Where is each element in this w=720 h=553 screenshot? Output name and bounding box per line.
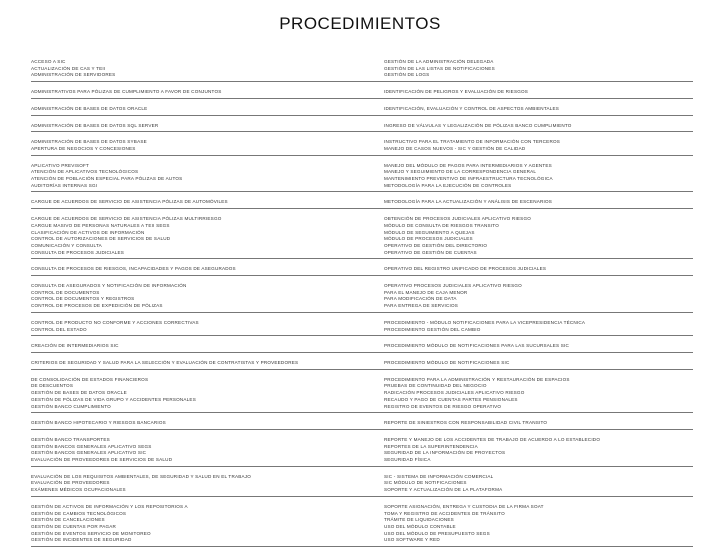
page-title: PROCEDIMIENTOS <box>279 14 441 33</box>
procedure-item: MANEJO DE CASOS NUEVOS - SIC Y GESTIÓN DE CALIDAD <box>384 145 526 151</box>
procedure-item: ADMINISTRACIÓN DE BASES DE DATOS SQL SERVER <box>31 122 159 128</box>
procedure-item: GESTIÓN DE PÓLIZAS DE VIDA GRUPO Y ACCIDENTES PERSONALES <box>31 396 196 402</box>
procedure-column-right <box>362 504 693 544</box>
procedure-item: GESTIÓN DE LOGS <box>384 72 430 78</box>
procedure-item: MANTENIMIENTO PREVENTIVO DE INFRAESTRUCTURA TECNOLÓGICA <box>384 176 553 182</box>
procedure-row <box>31 58 693 82</box>
procedure-item: SEGURIDAD FÍSICA <box>384 457 431 463</box>
procedure-item: EVALUACIÓN DE LOS REQUISITOS AMBIENTALES, DE SEGURIDAD Y SALUD EN EL TRABAJO <box>31 473 252 479</box>
procedure-item: EVALUACIÓN DE PROVEEDORES <box>31 480 110 486</box>
procedure-item: CONSULTA DE PROCESOS DE RIESGOS, INCAPACIDADES Y PAGOS DE ASEGURADOS <box>31 266 236 272</box>
procedure-row <box>31 122 693 133</box>
procedure-item: PARA MODIFICACIÓN DE DATA <box>384 296 457 302</box>
procedure-item: CRITERIOS DE SEGURIDAD Y SALUD PARA LA SELECCIÓN Y EVALUACIÓN DE CONTRATISTAS Y PROVEEDORES <box>31 359 299 365</box>
procedure-item: GESTIÓN DE LAS LISTAS DE NOTIFICACIONES <box>384 65 495 71</box>
procedure-item: CONTROL DEL ESTADO <box>31 326 87 332</box>
procedure-item: GESTIÓN DE BASES DE DATOS ORACLE <box>31 390 127 396</box>
procedure-item: USO DEL MÓDULO DE PRESUPUESTO SEGS <box>384 530 490 536</box>
procedure-item: INGRESO DE VÁLVULAS Y LEGALIZACIÓN DE PÓLIZAS BANCO CUMPLIMIENTO <box>384 122 572 128</box>
procedure-item: REPORTES DE LA SUPERINTENDENCIA <box>384 443 478 449</box>
procedure-row <box>31 138 693 155</box>
procedure-column-right <box>362 360 693 367</box>
procedure-column-right <box>362 474 693 494</box>
procedure-item: PROCEDIMIENTO - MÓDULO NOTIFICACIONES PARA LA VICEPRESIDENCIA TÉCNICA <box>384 319 586 325</box>
procedure-item: COMUNICACIÓN Y CONSULTA <box>31 242 102 248</box>
procedure-column-left <box>31 89 362 96</box>
procedure-item: PRUEBAS DE CONTINUIDAD DEL NEGOCIO <box>384 383 487 389</box>
procedure-row <box>31 215 693 259</box>
procedure-row <box>31 419 693 430</box>
procedure-column-right <box>362 59 693 79</box>
procedure-item: USO DEL MÓDULO CONTABLE <box>384 523 456 529</box>
procedure-item: ADMINISTRACIÓN DE BASES DE DATOS ORACLE <box>31 105 148 111</box>
procedure-column-right <box>362 266 693 273</box>
procedure-item: TOMA Y REGISTRO DE ACCIDENTES DE TRÁNSITO <box>384 510 505 516</box>
procedure-item: CLASIFICACIÓN DE ACTIVOS DE INFORMACIÓN <box>31 229 145 235</box>
procedure-item: GESTIÓN DE LA ADMINISTRACIÓN DELEGADA <box>384 59 494 64</box>
procedure-item: MÓDULO DE PROCESOS JUDICIALES <box>384 236 473 242</box>
procedure-item: REPORTE Y MANEJO DE LOS ACCIDENTES DE TRABAJO DE ACUERDO A LO ESTABLECIDO <box>384 436 601 442</box>
procedure-column-right <box>362 377 693 411</box>
procedure-column-right <box>362 216 693 256</box>
procedure-column-left <box>31 343 362 350</box>
procedure-item: MÓDULO DE CONSULTA DE RIESGOS TRANSITO <box>384 222 499 228</box>
procedure-column-right <box>362 89 693 96</box>
procedure-item: GESTIÓN BANCO CUMPLIMIENTO <box>31 403 111 409</box>
procedure-column-right <box>362 343 693 350</box>
procedure-row <box>31 105 693 116</box>
procedure-item: PARA EL MANEJO DE CAJA MENOR <box>384 289 468 295</box>
procedure-item: GESTIÓN BANCOS GENERALES APLICATIVO SIC <box>31 450 147 456</box>
procedure-column-left <box>31 106 362 113</box>
procedure-column-right <box>362 199 693 206</box>
procedure-column-left <box>31 420 362 427</box>
procedure-column-right <box>362 420 693 427</box>
procedure-item: DE CONSOLIDACIÓN DE ESTADOS FINANCIEROS <box>31 376 149 382</box>
procedure-item: ATENCIÓN DE POBLACIÓN ESPECIAL PARA PÓLIZAS DE AUTOS <box>31 176 183 182</box>
procedure-item: PROCEDIMIENTO GESTIÓN DEL CAMBIO <box>384 326 481 332</box>
procedure-column-left <box>31 199 362 206</box>
procedure-item: TRÁMITE DE LIQUIDACIONES <box>384 517 454 523</box>
procedure-item: METODOLOGÍA PARA LA ACTUALIZACIÓN Y ANÁLISIS DE ESCENARIOS <box>384 199 553 205</box>
procedure-row <box>31 198 693 209</box>
procedure-row <box>31 376 693 414</box>
procedure-item: OPERATIVO DE GESTIÓN DEL DIRECTORIO <box>384 242 488 248</box>
procedure-item: ADMINISTRACIÓN DE BASES DE DATOS SYBASE <box>31 139 147 145</box>
procedure-item: CONTROL DE DOCUMENTOS <box>31 289 100 295</box>
procedure-item: CONTROL DE AUTORIZACIONES DE SERVICIOS DE SALUD <box>31 236 171 242</box>
procedure-item: MÓDULO DE SEGUIMIENTO A QUEJAS <box>384 229 475 235</box>
procedure-item: DE DESCUENTOS <box>31 383 74 389</box>
procedure-item: MANEJO DEL MÓDULO DE PAGOS PARA INTERMEDIARIOS Y AGENTES <box>384 162 552 168</box>
procedure-item: APLICATIVO PREVISOFT <box>31 162 90 168</box>
procedure-column-left <box>31 216 362 256</box>
procedure-item: OPERATIVO DEL REGISTRO UNIFICADO DE PROCESOS JUDICIALES <box>384 266 547 272</box>
procedure-item: CONSULTA DE PROCESOS JUDICIALES <box>31 249 125 255</box>
procedure-item: REGISTRO DE EVENTOS DE RIESGO OPERATIVO <box>384 403 502 409</box>
procedure-item: IDENTIFICACIÓN DE PELIGROS Y EVALUACIÓN DE RIESGOS <box>384 89 529 95</box>
procedure-column-left <box>31 266 362 273</box>
procedure-row <box>31 265 693 276</box>
procedure-item: GESTIÓN DE EVENTOS SERVICIO DE MONITOREO <box>31 530 151 536</box>
procedure-row <box>31 436 693 467</box>
procedure-item: MANEJO Y SEGUIMIENTO DE LA CORRESPONDENCIA GENERAL <box>384 169 537 175</box>
procedure-column-left <box>31 123 362 130</box>
procedure-column-right <box>362 437 693 464</box>
procedure-column-left <box>31 474 362 494</box>
procedure-item: GESTIÓN BANCO HIPOTECARIO Y RIESGOS BANCARIOS <box>31 420 166 426</box>
procedure-column-left <box>31 163 362 190</box>
procedure-item: CONSULTA DE ASEGURADOS Y NOTIFICACIÓN DE INFORMACIÓN <box>31 283 187 289</box>
procedure-row <box>31 359 693 370</box>
procedure-column-left <box>31 360 362 367</box>
procedure-row <box>31 342 693 353</box>
procedure-item: GESTIÓN DE CAMBIOS TECNOLÓGICOS <box>31 510 127 516</box>
procedure-row <box>31 473 693 497</box>
procedure-column-right <box>362 123 693 130</box>
procedure-item: GESTIÓN BANCO TRANSPORTES <box>31 436 110 442</box>
procedure-item: SEGURIDAD DE LA INFORMACIÓN DE PROYECTOS <box>384 450 506 456</box>
procedure-item: APERTURA DE NEGOCIOS Y CONCESIONES <box>31 145 136 151</box>
procedure-item: CREACIÓN DE INTERMEDIARIOS SIC <box>31 343 119 349</box>
procedure-column-left <box>31 377 362 411</box>
procedure-item: CARGUE DE ACUERDOS DE SERVICIO DE ASISTENCIA PÓLIZAS MULTIRRIESGO <box>31 216 222 222</box>
procedure-item: ACTUALIZACIÓN DE CAS Y TEII <box>31 65 106 71</box>
procedure-item: EXÁMENES MÉDICOS OCUPACIONALES <box>31 487 126 493</box>
procedure-item: SOPORTE ASIGNACIÓN, ENTREGA Y CUSTODIA DE LA FIRMA SOAT <box>384 503 544 509</box>
procedure-item: ATENCIÓN DE APLICATIVOS TECNOLÓGICOS <box>31 169 139 175</box>
procedure-column-right <box>362 139 693 152</box>
procedure-column-left <box>31 504 362 544</box>
procedure-column-left <box>31 283 362 310</box>
procedure-item: ADMINISTRACIÓN DE SERVIDORES <box>31 72 116 78</box>
procedure-item: CONTROL DE PRODUCTO NO CONFORME Y ACCIONES CORRECTIVAS <box>31 319 199 325</box>
procedure-item: IDENTIFICACIÓN, EVALUACIÓN Y CONTROL DE ASPECTOS AMBIENTALES <box>384 105 560 111</box>
procedure-item: RADICACIÓN PROCESOS JUDICIALES APLICATIVO RIESGO <box>384 390 525 396</box>
procedure-item: PROCEDIMIENTO PARA LA ADMINISTRACIÓN Y RESTAURACIÓN DE ESPACIOS <box>384 376 570 382</box>
procedure-item: OPERATIVO DE GESTIÓN DE CUENTAS <box>384 249 477 255</box>
procedure-column-left <box>31 139 362 152</box>
procedure-item: AUDITORÍAS INTERNAS SGI <box>31 182 98 188</box>
procedure-item: GESTIÓN DE CANCELACIONES <box>31 517 105 523</box>
procedure-row <box>31 88 693 99</box>
procedure-item: CONTROL DE PROCESOS DE EXPEDICIÓN DE PÓLIZAS <box>31 303 163 309</box>
procedure-item: USO SOFTWARE Y RED <box>384 537 440 543</box>
procedure-item: CARGUE DE ACUERDOS DE SERVICIO DE ASISTENCIA PÓLIZAS DE AUTOMÓVILES <box>31 199 228 205</box>
procedure-item: ACCESO A SIC <box>31 59 66 64</box>
procedure-item: RECAUDO Y PAGO DE CUENTAS PARTES PENSIONALES <box>384 396 518 402</box>
procedure-column-left <box>31 437 362 464</box>
procedure-item: GESTIÓN DE ACTIVOS DE INFORMACIÓN Y LOS REPOSITORIOS A <box>31 503 188 509</box>
procedure-item: METODOLOGÍA PARA LA EJECUCIÓN DE CONTROLES <box>384 182 512 188</box>
procedure-row <box>31 162 693 193</box>
procedure-item: SOPORTE Y ACTUALIZACIÓN DE LA PLATAFORMA <box>384 487 503 493</box>
procedure-row <box>31 319 693 336</box>
procedure-item: PROCEDIMIENTO MÓDULO DE NOTIFICACIONES SIC <box>384 359 510 365</box>
procedure-item: PARA ENTREGA DE SERVICIOS <box>384 303 459 309</box>
procedure-item: CONTROL DE DOCUMENTOS Y REGISTROS <box>31 296 135 302</box>
procedure-column-left <box>31 320 362 333</box>
procedure-item: OPERATIVO PROCESOS JUDICIALES APLICATIVO RIESGO <box>384 283 522 289</box>
procedure-item: SIC MÓDULO DE NOTIFICACIONES <box>384 480 467 486</box>
procedure-row <box>31 282 693 313</box>
procedure-item: EVALUACIÓN DE PROVEEDORES DE SERVICIOS DE SALUD <box>31 457 173 463</box>
procedure-item: ADMINISTRATIVOS PARA PÓLIZAS DE CUMPLIMIENTO A FAVOR DE CONJUNTOS <box>31 89 222 95</box>
procedure-column-right <box>362 283 693 310</box>
procedure-item: SIC - SISTEMA DE INFORMACIÓN COMERCIAL <box>384 473 494 479</box>
procedure-column-left <box>31 59 362 79</box>
procedure-item: CARGUE MASIVO DE PERSONAS NATURALES A TEII SEGS <box>31 222 170 228</box>
procedure-column-right <box>362 106 693 113</box>
procedure-item: GESTIÓN BANCOS GENERALES APLICATIVO SEGS <box>31 443 152 449</box>
procedure-item: PROCEDIMIENTO MÓDULO DE NOTIFICACIONES PARA LAS SUCURSALES SIC <box>384 343 570 349</box>
procedures-table <box>31 58 693 553</box>
procedure-item: GESTIÓN DE INCIDENTES DE SEGURIDAD <box>31 537 132 543</box>
procedure-item: GESTIÓN DE CUENTAS POR PAGAR <box>31 523 117 529</box>
procedure-item: INSTRUCTIVO PARA EL TRATAMIENTO DE INFORMACIÓN CON TERCEROS <box>384 139 560 145</box>
procedure-column-right <box>362 320 693 333</box>
procedure-item: REPORTE DE SINIESTROS CON RESPONSABILIDAD CIVIL TRANSITO <box>384 420 548 426</box>
procedure-row <box>31 503 693 547</box>
procedure-column-right <box>362 163 693 190</box>
procedure-item: OBTENCIÓN DE PROCESOS JUDICIALES APLICATIVO RIESGO <box>384 216 531 222</box>
